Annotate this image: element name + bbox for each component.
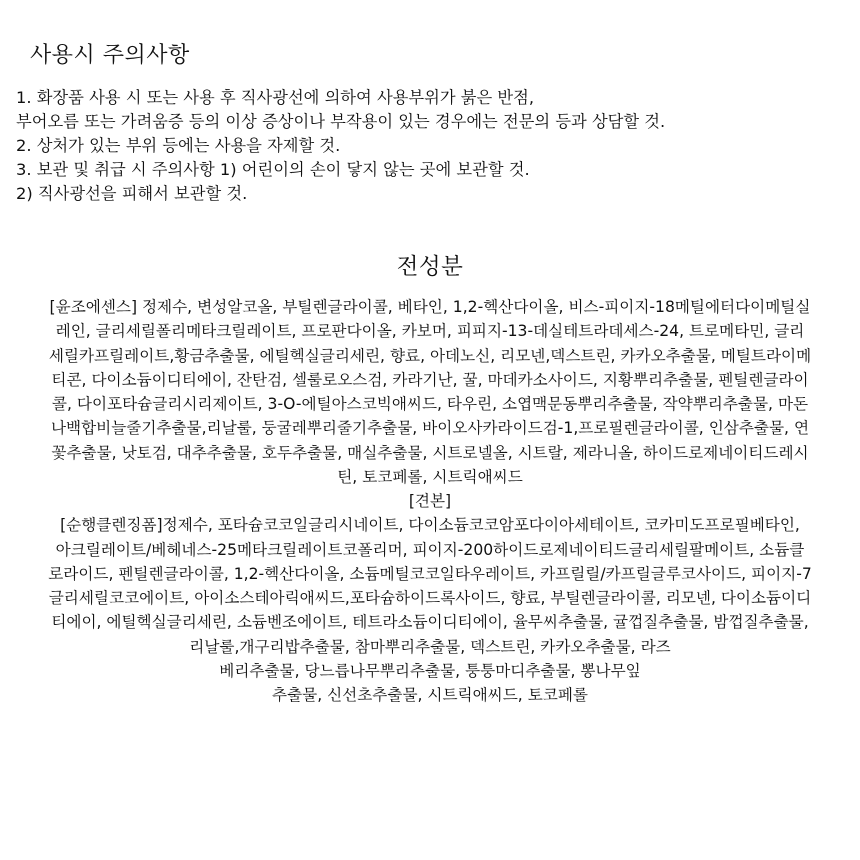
- sample-label: [견본]: [408, 492, 452, 510]
- ingredients-heading: 전성분: [396, 254, 464, 280]
- ingredients-text-block: [20, 295, 840, 707]
- caution-heading: 사용시 주의사항: [30, 43, 190, 68]
- ingredient-line: [순행클렌징폼]정제수, 포타슘코코일글리시네이트, 다이소듐코코암포다이아세테이트, 코카미도프로필베타인,: [60, 516, 800, 535]
- caution-line: 2. 상처가 있는 부위 등에는 사용을 자제할 것.: [16, 136, 341, 155]
- ingredient-line: 콜, 다이포타슘글리시리제이트, 3-O-에틸아스코빅애씨드, 타우린, 소엽맥문동뿌리추출물, 작약뿌리추출물, 마돈: [51, 395, 809, 413]
- ingredient-line: 꽃추출물, 낫토검, 대추추출물, 호두추출물, 매실추출물, 시트로넬올, 시트랄, 제라니올, 하이드로제네이티드레시: [51, 443, 809, 462]
- ingredient-line: 글리세릴코코에이트, 아이소스테아릭애씨드,포타슘하이드록사이드, 향료, 부틸렌글라이콜, 리모넨, 다이소듐이디: [48, 589, 812, 607]
- ingredient-line: 추출물, 신선초추출물, 시트릭애씨드, 토코페롤: [272, 686, 588, 704]
- caution-line: 2) 직사광선을 피해서 보관할 것.: [16, 184, 248, 203]
- ingredient-line: 세릴카프릴레이트,황금추출물, 에틸헥실글리세린, 향료, 아데노신, 리모넨,덱스트린, 카카오추출물, 메틸트라이메: [48, 346, 812, 365]
- ingredient-line: [윤조에센스] 정제수, 변성알코올, 부틸렌글라이콜, 베타인, 1,2-헥산다이올, 비스-피이지-18메틸에터다이메틸실: [49, 298, 811, 316]
- ingredient-line: 베리추출물, 당느릅나무뿌리추출물, 퉁퉁마디추출물, 뽕나무잎: [219, 661, 641, 680]
- ingredient-line: 아크릴레이트/베헤네스-25메타크릴레이트코폴리머, 피이지-200하이드로제네이티드글리세릴팔메이트, 소듐클: [55, 540, 805, 559]
- caution-line: 부어오름 또는 가려움증 등의 이상 증상이나 부작용이 있는 경우에는 전문의 등과 상담할 것.: [16, 112, 666, 131]
- caution-line: 1. 화장품 사용 시 또는 사용 후 직사광선에 의하여 사용부위가 붉은 반점,: [16, 88, 535, 107]
- ingredient-line: 틴, 토코페롤, 시트릭애씨드: [337, 467, 523, 486]
- caution-text-block: [16, 86, 846, 206]
- ingredient-line: 티에이, 에틸헥실글리세린, 소듐벤조에이트, 테트라소듐이디티에이, 율무씨추출물, 귤껍질추출물, 밤껍질추출물,: [51, 613, 809, 632]
- ingredient-line: 로라이드, 펜틸렌글라이콜, 1,2-헥산다이올, 소듐메틸코코일타우레이트, 카프릴릴/카프릴글루코사이드, 피이지-7: [48, 564, 812, 583]
- caution-line: 3. 보관 및 취급 시 주의사항 1) 어린이의 손이 닿지 않는 곳에 보관할 것.: [16, 160, 530, 179]
- ingredient-line: 나백합비늘줄기추출물,리날룰, 둥굴레뿌리줄기추출물, 바이오사카라이드검-1,프로필렌글라이콜, 인삼추출물, 연: [50, 419, 810, 438]
- ingredient-line: 리날룰,개구리밥추출물, 참마뿌리추출물, 덱스트린, 카카오추출물, 라즈: [189, 637, 671, 656]
- ingredient-line: 티콘, 다이소듐이디티에이, 잔탄검, 셀룰로오스검, 카라기난, 꿀, 마데카소사이드, 지황뿌리추출물, 펜틸렌글라이: [51, 370, 809, 389]
- ingredient-line: 레인, 글리세릴폴리메타크릴레이트, 프로판다이올, 카보머, 피피지-13-데실테트라데세스-24, 트로메타민, 글리: [55, 322, 805, 341]
